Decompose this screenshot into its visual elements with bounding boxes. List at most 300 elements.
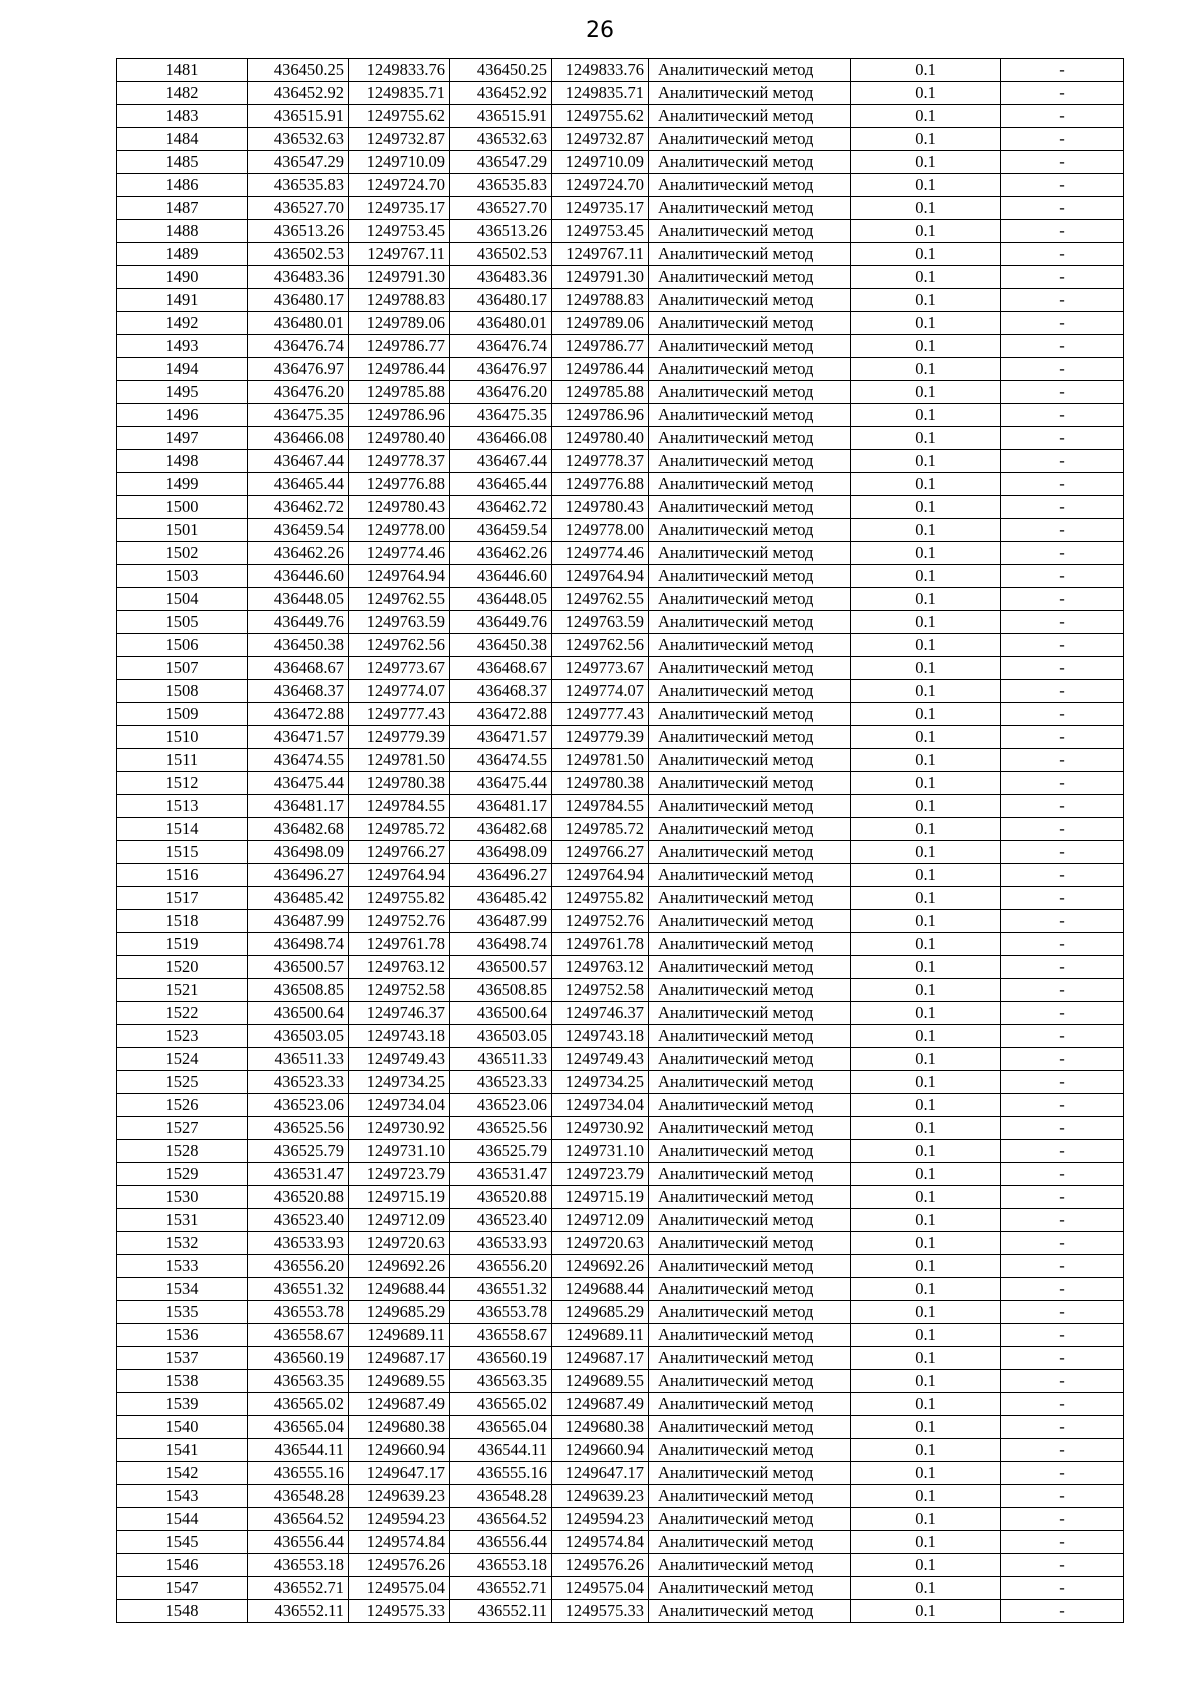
accuracy-cell: 0.1 — [851, 1485, 1001, 1508]
y-new-cell: 1249785.72 — [552, 818, 649, 841]
y-existing-cell: 1249786.77 — [349, 335, 450, 358]
table-row — [117, 197, 1124, 220]
point-number-cell: 1515 — [117, 841, 248, 864]
x-existing-cell: 436563.35 — [248, 1370, 349, 1393]
description-cell: - — [1001, 105, 1124, 128]
table-row — [117, 933, 1124, 956]
x-existing-cell: 436513.26 — [248, 220, 349, 243]
description-cell: - — [1001, 933, 1124, 956]
description-cell: - — [1001, 82, 1124, 105]
table-row — [117, 795, 1124, 818]
y-existing-cell: 1249777.43 — [349, 703, 450, 726]
y-new-cell: 1249764.94 — [552, 864, 649, 887]
x-new-cell: 436503.05 — [450, 1025, 552, 1048]
description-cell: - — [1001, 634, 1124, 657]
method-cell: Аналитический метод — [649, 473, 851, 496]
y-existing-cell: 1249680.38 — [349, 1416, 450, 1439]
y-existing-cell: 1249732.87 — [349, 128, 450, 151]
point-number-cell: 1491 — [117, 289, 248, 312]
point-number-cell: 1498 — [117, 450, 248, 473]
x-new-cell: 436467.44 — [450, 450, 552, 473]
accuracy-cell: 0.1 — [851, 1025, 1001, 1048]
x-existing-cell: 436471.57 — [248, 726, 349, 749]
x-existing-cell: 436465.44 — [248, 473, 349, 496]
table-row — [117, 1485, 1124, 1508]
method-cell: Аналитический метод — [649, 979, 851, 1002]
description-cell: - — [1001, 588, 1124, 611]
description-cell: - — [1001, 726, 1124, 749]
y-existing-cell: 1249688.44 — [349, 1278, 450, 1301]
table-row — [117, 266, 1124, 289]
y-existing-cell: 1249753.45 — [349, 220, 450, 243]
table-row — [117, 588, 1124, 611]
method-cell: Аналитический метод — [649, 151, 851, 174]
x-new-cell: 436476.74 — [450, 335, 552, 358]
table-row — [117, 1301, 1124, 1324]
x-existing-cell: 436452.92 — [248, 82, 349, 105]
y-existing-cell: 1249575.04 — [349, 1577, 450, 1600]
y-existing-cell: 1249774.46 — [349, 542, 450, 565]
y-new-cell: 1249778.37 — [552, 450, 649, 473]
accuracy-cell: 0.1 — [851, 427, 1001, 450]
x-new-cell: 436480.01 — [450, 312, 552, 335]
table-row — [117, 818, 1124, 841]
method-cell: Аналитический метод — [649, 1577, 851, 1600]
y-existing-cell: 1249755.62 — [349, 105, 450, 128]
point-number-cell: 1513 — [117, 795, 248, 818]
x-existing-cell: 436483.36 — [248, 266, 349, 289]
table-row — [117, 1508, 1124, 1531]
x-new-cell: 436462.26 — [450, 542, 552, 565]
x-existing-cell: 436533.93 — [248, 1232, 349, 1255]
x-new-cell: 436556.44 — [450, 1531, 552, 1554]
accuracy-cell: 0.1 — [851, 496, 1001, 519]
point-number-cell: 1548 — [117, 1600, 248, 1623]
y-new-cell: 1249752.58 — [552, 979, 649, 1002]
accuracy-cell: 0.1 — [851, 1278, 1001, 1301]
method-cell: Аналитический метод — [649, 427, 851, 450]
point-number-cell: 1516 — [117, 864, 248, 887]
accuracy-cell: 0.1 — [851, 542, 1001, 565]
x-existing-cell: 436525.56 — [248, 1117, 349, 1140]
y-existing-cell: 1249575.33 — [349, 1600, 450, 1623]
accuracy-cell: 0.1 — [851, 128, 1001, 151]
table-row — [117, 473, 1124, 496]
point-number-cell: 1518 — [117, 910, 248, 933]
description-cell: - — [1001, 772, 1124, 795]
table-row — [117, 151, 1124, 174]
y-new-cell: 1249689.11 — [552, 1324, 649, 1347]
x-existing-cell: 436466.08 — [248, 427, 349, 450]
method-cell: Аналитический метод — [649, 1071, 851, 1094]
method-cell: Аналитический метод — [649, 1416, 851, 1439]
y-existing-cell: 1249778.00 — [349, 519, 450, 542]
accuracy-cell: 0.1 — [851, 1048, 1001, 1071]
y-existing-cell: 1249712.09 — [349, 1209, 450, 1232]
y-new-cell: 1249776.88 — [552, 473, 649, 496]
method-cell: Аналитический метод — [649, 289, 851, 312]
y-new-cell: 1249734.25 — [552, 1071, 649, 1094]
table-row — [117, 105, 1124, 128]
y-new-cell: 1249791.30 — [552, 266, 649, 289]
table-row — [117, 1117, 1124, 1140]
y-existing-cell: 1249724.70 — [349, 174, 450, 197]
x-existing-cell: 436558.67 — [248, 1324, 349, 1347]
point-number-cell: 1521 — [117, 979, 248, 1002]
x-new-cell: 436482.68 — [450, 818, 552, 841]
description-cell: - — [1001, 1117, 1124, 1140]
y-existing-cell: 1249734.25 — [349, 1071, 450, 1094]
point-number-cell: 1487 — [117, 197, 248, 220]
x-existing-cell: 436553.18 — [248, 1554, 349, 1577]
accuracy-cell: 0.1 — [851, 726, 1001, 749]
x-new-cell: 436466.08 — [450, 427, 552, 450]
accuracy-cell: 0.1 — [851, 266, 1001, 289]
table-row — [117, 841, 1124, 864]
description-cell: - — [1001, 1071, 1124, 1094]
x-existing-cell: 436474.55 — [248, 749, 349, 772]
y-new-cell: 1249576.26 — [552, 1554, 649, 1577]
y-new-cell: 1249786.44 — [552, 358, 649, 381]
point-number-cell: 1538 — [117, 1370, 248, 1393]
accuracy-cell: 0.1 — [851, 1163, 1001, 1186]
method-cell: Аналитический метод — [649, 1393, 851, 1416]
table-row — [117, 128, 1124, 151]
y-existing-cell: 1249762.55 — [349, 588, 450, 611]
description-cell: - — [1001, 1347, 1124, 1370]
y-new-cell: 1249755.62 — [552, 105, 649, 128]
y-new-cell: 1249660.94 — [552, 1439, 649, 1462]
x-new-cell: 436485.42 — [450, 887, 552, 910]
accuracy-cell: 0.1 — [851, 680, 1001, 703]
y-new-cell: 1249777.43 — [552, 703, 649, 726]
point-number-cell: 1537 — [117, 1347, 248, 1370]
point-number-cell: 1509 — [117, 703, 248, 726]
point-number-cell: 1485 — [117, 151, 248, 174]
accuracy-cell: 0.1 — [851, 956, 1001, 979]
accuracy-cell: 0.1 — [851, 1462, 1001, 1485]
x-new-cell: 436498.09 — [450, 841, 552, 864]
x-existing-cell: 436481.17 — [248, 795, 349, 818]
accuracy-cell: 0.1 — [851, 197, 1001, 220]
table-row — [117, 680, 1124, 703]
y-new-cell: 1249734.04 — [552, 1094, 649, 1117]
table-row — [117, 312, 1124, 335]
x-existing-cell: 436467.44 — [248, 450, 349, 473]
y-existing-cell: 1249761.78 — [349, 933, 450, 956]
table-row — [117, 1554, 1124, 1577]
accuracy-cell: 0.1 — [851, 1531, 1001, 1554]
accuracy-cell: 0.1 — [851, 358, 1001, 381]
accuracy-cell: 0.1 — [851, 1255, 1001, 1278]
description-cell: - — [1001, 519, 1124, 542]
y-new-cell: 1249732.87 — [552, 128, 649, 151]
method-cell: Аналитический метод — [649, 82, 851, 105]
accuracy-cell: 0.1 — [851, 841, 1001, 864]
point-number-cell: 1501 — [117, 519, 248, 542]
method-cell: Аналитический метод — [649, 358, 851, 381]
x-new-cell: 436551.32 — [450, 1278, 552, 1301]
x-new-cell: 436513.26 — [450, 220, 552, 243]
y-existing-cell: 1249639.23 — [349, 1485, 450, 1508]
table-row — [117, 542, 1124, 565]
x-existing-cell: 436531.47 — [248, 1163, 349, 1186]
y-existing-cell: 1249752.76 — [349, 910, 450, 933]
description-cell: - — [1001, 1439, 1124, 1462]
accuracy-cell: 0.1 — [851, 1508, 1001, 1531]
page-number: 26 — [586, 18, 614, 43]
x-existing-cell: 436500.64 — [248, 1002, 349, 1025]
method-cell: Аналитический метод — [649, 1531, 851, 1554]
accuracy-cell: 0.1 — [851, 289, 1001, 312]
method-cell: Аналитический метод — [649, 749, 851, 772]
x-existing-cell: 436560.19 — [248, 1347, 349, 1370]
description-cell: - — [1001, 312, 1124, 335]
y-existing-cell: 1249767.11 — [349, 243, 450, 266]
y-existing-cell: 1249788.83 — [349, 289, 450, 312]
accuracy-cell: 0.1 — [851, 818, 1001, 841]
description-cell: - — [1001, 1485, 1124, 1508]
table-row — [117, 749, 1124, 772]
point-number-cell: 1499 — [117, 473, 248, 496]
table-row — [117, 772, 1124, 795]
point-number-cell: 1522 — [117, 1002, 248, 1025]
table-row — [117, 1002, 1124, 1025]
accuracy-cell: 0.1 — [851, 519, 1001, 542]
accuracy-cell: 0.1 — [851, 1577, 1001, 1600]
description-cell: - — [1001, 680, 1124, 703]
x-new-cell: 436500.64 — [450, 1002, 552, 1025]
x-new-cell: 436547.29 — [450, 151, 552, 174]
x-existing-cell: 436449.76 — [248, 611, 349, 634]
accuracy-cell: 0.1 — [851, 634, 1001, 657]
y-new-cell: 1249762.56 — [552, 634, 649, 657]
y-new-cell: 1249746.37 — [552, 1002, 649, 1025]
y-existing-cell: 1249735.17 — [349, 197, 450, 220]
method-cell: Аналитический метод — [649, 1163, 851, 1186]
y-existing-cell: 1249752.58 — [349, 979, 450, 1002]
accuracy-cell: 0.1 — [851, 1600, 1001, 1623]
table-row — [117, 335, 1124, 358]
table-row — [117, 979, 1124, 1002]
x-new-cell: 436480.17 — [450, 289, 552, 312]
point-number-cell: 1512 — [117, 772, 248, 795]
accuracy-cell: 0.1 — [851, 749, 1001, 772]
y-new-cell: 1249720.63 — [552, 1232, 649, 1255]
x-new-cell: 436449.76 — [450, 611, 552, 634]
y-existing-cell: 1249764.94 — [349, 565, 450, 588]
point-number-cell: 1483 — [117, 105, 248, 128]
x-new-cell: 436500.57 — [450, 956, 552, 979]
description-cell: - — [1001, 151, 1124, 174]
x-new-cell: 436544.11 — [450, 1439, 552, 1462]
description-cell: - — [1001, 1025, 1124, 1048]
y-new-cell: 1249763.12 — [552, 956, 649, 979]
x-new-cell: 436459.54 — [450, 519, 552, 542]
y-new-cell: 1249774.07 — [552, 680, 649, 703]
description-cell: - — [1001, 841, 1124, 864]
description-cell: - — [1001, 59, 1124, 82]
y-existing-cell: 1249780.40 — [349, 427, 450, 450]
point-number-cell: 1545 — [117, 1531, 248, 1554]
method-cell: Аналитический метод — [649, 496, 851, 519]
table-row — [117, 703, 1124, 726]
description-cell: - — [1001, 128, 1124, 151]
x-existing-cell: 436476.74 — [248, 335, 349, 358]
x-new-cell: 436476.97 — [450, 358, 552, 381]
x-existing-cell: 436475.35 — [248, 404, 349, 427]
method-cell: Аналитический метод — [649, 1002, 851, 1025]
accuracy-cell: 0.1 — [851, 151, 1001, 174]
point-number-cell: 1481 — [117, 59, 248, 82]
y-existing-cell: 1249833.76 — [349, 59, 450, 82]
x-new-cell: 436508.85 — [450, 979, 552, 1002]
accuracy-cell: 0.1 — [851, 1554, 1001, 1577]
y-new-cell: 1249778.00 — [552, 519, 649, 542]
point-number-cell: 1531 — [117, 1209, 248, 1232]
accuracy-cell: 0.1 — [851, 1324, 1001, 1347]
accuracy-cell: 0.1 — [851, 772, 1001, 795]
method-cell: Аналитический метод — [649, 933, 851, 956]
table-row — [117, 1416, 1124, 1439]
x-new-cell: 436553.78 — [450, 1301, 552, 1324]
point-number-cell: 1544 — [117, 1508, 248, 1531]
description-cell: - — [1001, 887, 1124, 910]
description-cell: - — [1001, 1508, 1124, 1531]
description-cell: - — [1001, 266, 1124, 289]
x-new-cell: 436563.35 — [450, 1370, 552, 1393]
x-new-cell: 436476.20 — [450, 381, 552, 404]
point-number-cell: 1519 — [117, 933, 248, 956]
y-new-cell: 1249767.11 — [552, 243, 649, 266]
point-number-cell: 1496 — [117, 404, 248, 427]
table-row — [117, 1462, 1124, 1485]
y-existing-cell: 1249774.07 — [349, 680, 450, 703]
description-cell: - — [1001, 1255, 1124, 1278]
y-new-cell: 1249575.33 — [552, 1600, 649, 1623]
table-row — [117, 1324, 1124, 1347]
y-existing-cell: 1249723.79 — [349, 1163, 450, 1186]
description-cell: - — [1001, 910, 1124, 933]
point-number-cell: 1500 — [117, 496, 248, 519]
x-existing-cell: 436480.17 — [248, 289, 349, 312]
y-new-cell: 1249766.27 — [552, 841, 649, 864]
method-cell: Аналитический метод — [649, 726, 851, 749]
point-number-cell: 1490 — [117, 266, 248, 289]
point-number-cell: 1502 — [117, 542, 248, 565]
method-cell: Аналитический метод — [649, 381, 851, 404]
y-new-cell: 1249575.04 — [552, 1577, 649, 1600]
table-row — [117, 1577, 1124, 1600]
accuracy-cell: 0.1 — [851, 1209, 1001, 1232]
y-existing-cell: 1249764.94 — [349, 864, 450, 887]
x-new-cell: 436548.28 — [450, 1485, 552, 1508]
y-existing-cell: 1249786.44 — [349, 358, 450, 381]
point-number-cell: 1511 — [117, 749, 248, 772]
y-new-cell: 1249724.70 — [552, 174, 649, 197]
x-new-cell: 436472.88 — [450, 703, 552, 726]
accuracy-cell: 0.1 — [851, 1439, 1001, 1462]
y-new-cell: 1249780.43 — [552, 496, 649, 519]
y-new-cell: 1249773.67 — [552, 657, 649, 680]
y-new-cell: 1249781.50 — [552, 749, 649, 772]
description-cell: - — [1001, 243, 1124, 266]
description-cell: - — [1001, 1209, 1124, 1232]
table-row — [117, 1370, 1124, 1393]
method-cell: Аналитический метод — [649, 1370, 851, 1393]
x-new-cell: 436498.74 — [450, 933, 552, 956]
accuracy-cell: 0.1 — [851, 220, 1001, 243]
description-cell: - — [1001, 749, 1124, 772]
x-new-cell: 436533.93 — [450, 1232, 552, 1255]
description-cell: - — [1001, 381, 1124, 404]
table-row — [117, 1531, 1124, 1554]
description-cell: - — [1001, 1393, 1124, 1416]
x-existing-cell: 436468.67 — [248, 657, 349, 680]
point-number-cell: 1514 — [117, 818, 248, 841]
table-row — [117, 450, 1124, 473]
point-number-cell: 1510 — [117, 726, 248, 749]
y-new-cell: 1249752.76 — [552, 910, 649, 933]
method-cell: Аналитический метод — [649, 542, 851, 565]
method-cell: Аналитический метод — [649, 450, 851, 473]
x-new-cell: 436564.52 — [450, 1508, 552, 1531]
y-existing-cell: 1249789.06 — [349, 312, 450, 335]
y-new-cell: 1249785.88 — [552, 381, 649, 404]
method-cell: Аналитический метод — [649, 105, 851, 128]
description-cell: - — [1001, 979, 1124, 1002]
y-new-cell: 1249762.55 — [552, 588, 649, 611]
description-cell: - — [1001, 1577, 1124, 1600]
y-existing-cell: 1249780.38 — [349, 772, 450, 795]
description-cell: - — [1001, 450, 1124, 473]
x-existing-cell: 436485.42 — [248, 887, 349, 910]
description-cell: - — [1001, 496, 1124, 519]
x-new-cell: 436565.04 — [450, 1416, 552, 1439]
method-cell: Аналитический метод — [649, 864, 851, 887]
accuracy-cell: 0.1 — [851, 657, 1001, 680]
method-cell: Аналитический метод — [649, 657, 851, 680]
x-existing-cell: 436555.16 — [248, 1462, 349, 1485]
method-cell: Аналитический метод — [649, 1278, 851, 1301]
x-existing-cell: 436487.99 — [248, 910, 349, 933]
x-new-cell: 436468.37 — [450, 680, 552, 703]
accuracy-cell: 0.1 — [851, 1071, 1001, 1094]
table-row — [117, 657, 1124, 680]
description-cell: - — [1001, 703, 1124, 726]
table-row — [117, 634, 1124, 657]
y-existing-cell: 1249781.50 — [349, 749, 450, 772]
method-cell: Аналитический метод — [649, 1508, 851, 1531]
y-new-cell: 1249833.76 — [552, 59, 649, 82]
method-cell: Аналитический метод — [649, 956, 851, 979]
method-cell: Аналитический метод — [649, 220, 851, 243]
method-cell: Аналитический метод — [649, 1048, 851, 1071]
method-cell: Аналитический метод — [649, 634, 851, 657]
x-new-cell: 436452.92 — [450, 82, 552, 105]
y-existing-cell: 1249766.27 — [349, 841, 450, 864]
point-number-cell: 1525 — [117, 1071, 248, 1094]
point-number-cell: 1506 — [117, 634, 248, 657]
x-existing-cell: 436476.20 — [248, 381, 349, 404]
table-row — [117, 519, 1124, 542]
y-existing-cell: 1249755.82 — [349, 887, 450, 910]
x-new-cell: 436565.02 — [450, 1393, 552, 1416]
table-row — [117, 496, 1124, 519]
accuracy-cell: 0.1 — [851, 105, 1001, 128]
table-row — [117, 59, 1124, 82]
table-row — [117, 220, 1124, 243]
